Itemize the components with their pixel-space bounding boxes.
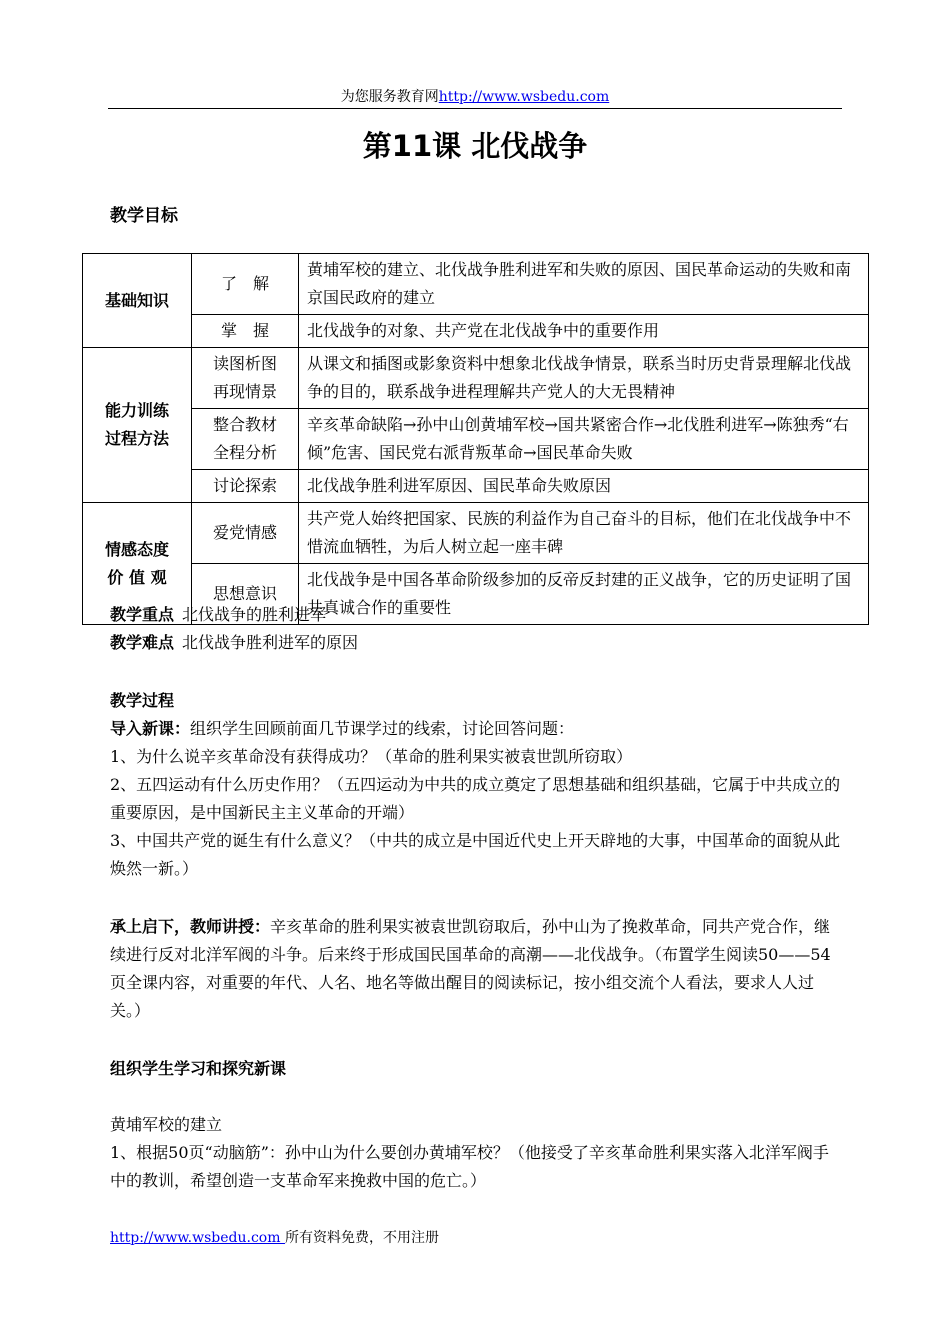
category-emotion-line2: 价 值 观 (107, 567, 167, 587)
content-discuss: 北伐战争胜利进军原因、国民革命失败原因 (299, 470, 869, 503)
difficult-point (110, 630, 358, 656)
table-row (83, 254, 869, 315)
sub-read-map-line2: 再现情景 (212, 382, 277, 401)
subtopic-section (110, 1111, 842, 1195)
objectives-table (82, 253, 869, 625)
intro-text: 组织学生回顾前面几节课学过的线索，讨论回答问题： (190, 719, 575, 738)
sub-awareness: 思想意识 (192, 564, 299, 625)
content-understand: 黄埔军校的建立、北伐战争胜利进军和失败的原因、国民革命运动的失败和南京国民政府的建立 (299, 254, 869, 315)
table-row (83, 409, 869, 470)
header-site-name: 为您服务教育网 (340, 89, 439, 105)
category-basic: 基础知识 (83, 254, 192, 348)
intro-q3: 3、中国共产党的诞生有什么意义？（中共的成立是中国近代史上开天辟地的大事，中国革命的面貌从此焕然一新。） (110, 831, 841, 878)
table-row (83, 315, 869, 348)
key-point-label: 教学重点 (110, 605, 175, 624)
header-link[interactable]: http://www.wsbedu.com (438, 89, 610, 105)
intro-label: 导入新课： (110, 719, 191, 738)
process-heading: 教学过程 (110, 691, 175, 710)
table-row (83, 503, 869, 564)
intro-q2: 2、五四运动有什么历史作用？（五四运动为中共的成立奠定了思想基础和组织基础，它属于中共成立的重要原因，是中国新民主主义革命的开端） (110, 775, 841, 822)
footer-link[interactable]: http://www.wsbedu.com (110, 1230, 285, 1246)
intro-line (110, 715, 842, 743)
intro-q1: 1、为什么说辛亥革命没有获得成功？（革命的胜利果实被袁世凯所窃取） (110, 747, 633, 766)
table-row (83, 348, 869, 409)
category-emotion-line1: 情感态度 (104, 539, 169, 559)
content-master: 北伐战争的对象、共产党在北伐战争中的重要作用 (299, 315, 869, 348)
transition-text: 辛亥革命的胜利果实被袁世凯窃取后，孙中山为了挽救革命，同共产党合作，继续进行反对北洋军阀的斗争。后来终于形成国民国革命的高潮——北伐战争。（布置学生阅读50——54页全课内容，对重要的年代、人名、地名等做出醒目的阅读标记，按小组交流个人看法，要求人人过关。） (110, 917, 831, 1020)
sub-integrate (192, 409, 299, 470)
page-header (108, 88, 842, 109)
lesson-title: 第11课 北伐战争 (362, 129, 588, 163)
category-ability-line1: 能力训练 (104, 401, 169, 420)
page-footer (110, 1228, 439, 1248)
sub-understand: 了 解 (192, 254, 299, 315)
new-lesson-heading: 组织学生学习和探究新课 (110, 1059, 287, 1078)
transition-section (110, 913, 842, 1025)
sub-integrate-line2: 全程分析 (212, 443, 277, 462)
table-row (83, 470, 869, 503)
content-love-party: 共产党人始终把国家、民族的利益作为自己奋斗的目标，他们在北伐战争中不惜流血牺牲，为后人树立起一座丰碑 (299, 503, 869, 564)
transition-label: 承上启下，教师讲授： (110, 917, 271, 936)
sub-read-map-line1: 读图析图 (212, 354, 277, 373)
objectives-heading: 教学目标 (110, 206, 178, 226)
sub-discuss: 讨论探索 (192, 470, 299, 503)
content-read-map: 从课文和插图或影象资料中想象北伐战争情景，联系当时历史背景理解北伐战争的目的，联系战争进程理解共产党人的大无畏精神 (299, 348, 869, 409)
difficult-point-text: 北伐战争胜利进军的原因 (182, 633, 359, 652)
footer-text: 所有资料免费，不用注册 (284, 1230, 439, 1246)
key-point (110, 602, 326, 628)
sub-integrate-line1: 整合教材 (212, 415, 277, 434)
difficult-point-label: 教学难点 (110, 633, 175, 652)
content-awareness: 北伐战争是中国各革命阶级参加的反帝反封建的正义战争，它的历史证明了国共真诚合作的重要性 (299, 564, 869, 625)
content-integrate: 辛亥革命缺陷→孙中山创黄埔军校→国共紧密合作→北伐胜利进军→陈独秀“右倾”危害、国民党右派背叛革命→国民革命失败 (299, 409, 869, 470)
sub-master: 掌 握 (192, 315, 299, 348)
key-point-text: 北伐战争的胜利进军 (182, 605, 327, 624)
category-ability (83, 348, 192, 503)
subtopic-title: 黄埔军校的建立 (110, 1115, 223, 1134)
intro-section (110, 715, 842, 883)
sub-read-map (192, 348, 299, 409)
subtopic-q1: 1、根据50页“动脑筋”：孙中山为什么要创办黄埔军校？（他接受了辛亥革命胜利果实落入北洋军阀手中的教训，希望创造一支革命军来挽救中国的危亡。） (110, 1143, 829, 1190)
sub-love-party: 爱党情感 (192, 503, 299, 564)
category-ability-line2: 过程方法 (104, 429, 169, 448)
